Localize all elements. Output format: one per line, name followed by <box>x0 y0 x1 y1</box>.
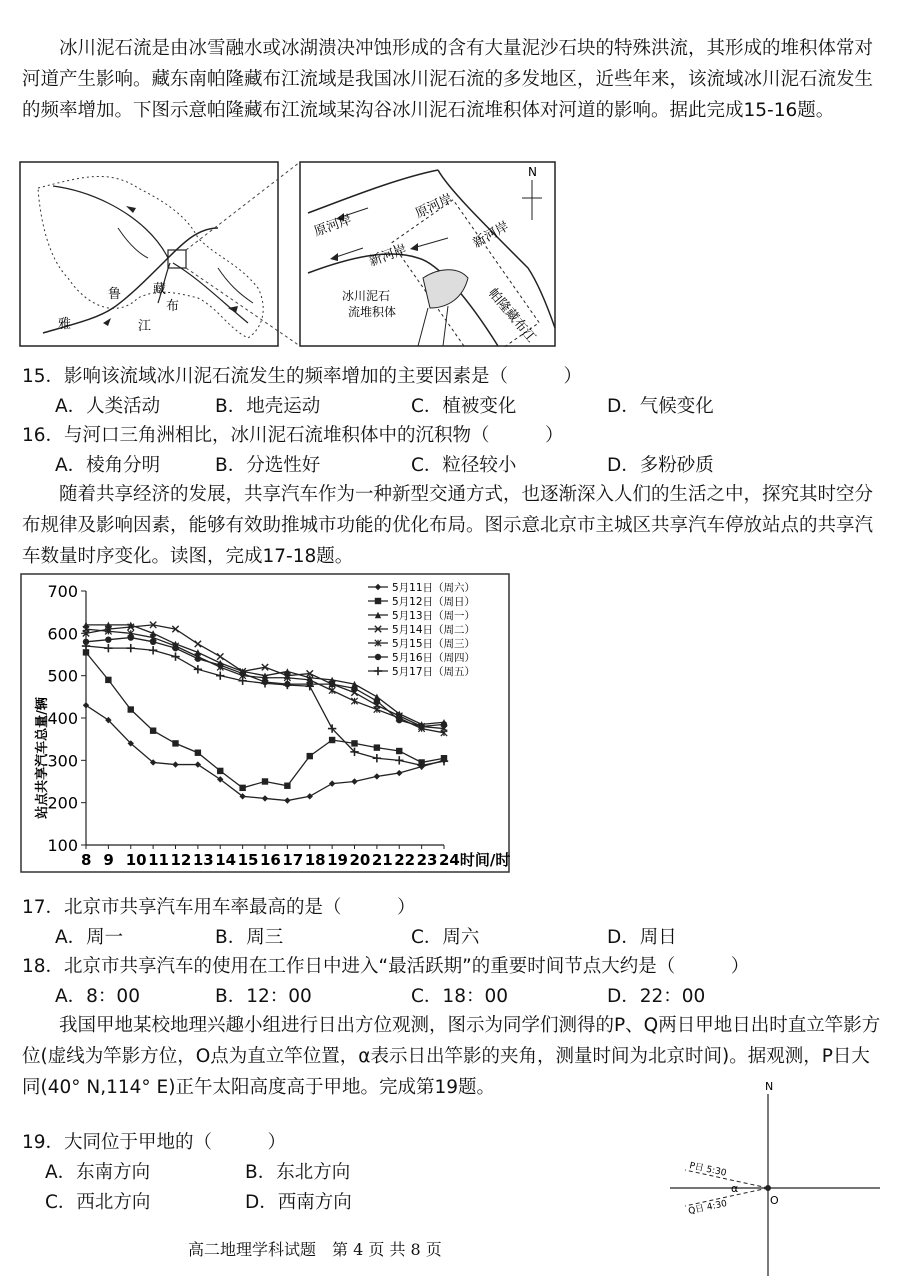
debris-deposit <box>423 270 468 308</box>
x-tick-label: 17 <box>282 851 304 869</box>
data-point <box>239 785 245 791</box>
map-label-zang: 藏 <box>153 282 167 297</box>
chart-y-label: 站点共享汽车总量/辆 <box>35 697 50 819</box>
tributary-1 <box>53 186 168 258</box>
x-tick-label: 12 <box>170 851 192 869</box>
data-point <box>262 778 268 784</box>
x-tick-label: 23 <box>416 851 438 869</box>
river-map-figure <box>18 158 558 348</box>
y-tick-label: 500 <box>47 666 78 686</box>
flow-arrow <box>330 253 338 261</box>
data-point <box>105 677 111 683</box>
data-point <box>329 681 335 687</box>
data-point <box>150 639 156 645</box>
gully-channel <box>418 306 448 346</box>
q16-option-d[interactable]: D．多粉砂质 <box>607 455 714 476</box>
x-tick-label: 21 <box>371 851 393 869</box>
data-point <box>284 783 290 789</box>
map-label-jiang: 江 <box>138 319 152 334</box>
x-tick-label: 16 <box>260 851 281 869</box>
x-tick-label: 10 <box>125 851 147 869</box>
map-north-label: N <box>528 165 537 179</box>
flow-arrow <box>410 243 418 251</box>
q15-stem: 15．影响该流域冰川泥石流发生的频率增加的主要因素是（ ） <box>22 366 583 387</box>
passage-2 <box>22 479 882 572</box>
map-label-lu: 鲁 <box>108 287 122 302</box>
basin-boundary <box>38 176 263 338</box>
q18-option-a[interactable]: A．8：00 <box>55 986 140 1007</box>
y-tick-label: 200 <box>47 793 78 813</box>
y-tick-label: 700 <box>47 582 78 601</box>
label-old-bank-left: 原河岸 <box>312 212 355 240</box>
data-point <box>375 654 381 660</box>
x-tick-label: 15 <box>237 851 259 869</box>
flow-arrow <box>126 206 136 213</box>
data-point <box>150 728 156 734</box>
data-point <box>217 768 223 774</box>
compass-o-label: O <box>770 1194 779 1207</box>
label-new-bank-left: 新河岸 <box>367 242 410 270</box>
x-tick-label: 13 <box>192 851 214 869</box>
data-point <box>239 670 245 676</box>
x-tick-label: 22 <box>394 851 416 869</box>
data-point <box>128 706 134 712</box>
data-point <box>128 634 134 640</box>
q16-option-c[interactable]: C．粒径较小 <box>411 455 517 476</box>
legend-label: 5月16日（周四） <box>392 652 476 664</box>
y-tick-label: 400 <box>47 709 78 728</box>
q15-option-a[interactable]: A．人类活动 <box>55 396 161 417</box>
data-point <box>172 740 178 746</box>
compass-alpha-label: α <box>731 1182 739 1195</box>
passage-2-text: 随着共享经济的发展，共享汽车作为一种新型交通方式，也逐渐深入人们的生活之中，探究其时空分布规律及影响因素，能够有效助推城市功能的优化布局。图示意北京市主城区共享汽车停放站点的共享汽车数量时序变化。读图，完成17-18题。 <box>22 484 874 567</box>
flow-arrow <box>103 318 111 326</box>
label-old-bank-top: 原河岸 <box>413 191 456 222</box>
q16-option-a[interactable]: A．棱角分明 <box>55 455 161 476</box>
q15-option-b[interactable]: B．地壳运动 <box>215 396 321 417</box>
map-label-bu: 布 <box>166 299 180 314</box>
y-tick-label: 300 <box>47 751 78 771</box>
tributary-5 <box>218 268 253 303</box>
label-deposit-line1: 冰川泥石 <box>342 289 391 303</box>
inset-connector <box>186 162 300 250</box>
q17-stem: 17．北京市共享汽车用车率最高的是（ ） <box>22 897 416 918</box>
data-point <box>351 685 357 691</box>
data-point <box>217 662 223 668</box>
river-bank-south <box>308 254 498 346</box>
legend-label: 5月14日（周二） <box>392 624 476 636</box>
q17-option-a[interactable]: A．周一 <box>55 927 124 948</box>
legend-label: 5月17日（周五） <box>392 666 476 678</box>
x-tick-label: 24时间/时 <box>439 851 510 869</box>
y-tick-label: 600 <box>47 624 78 644</box>
data-point <box>105 636 111 642</box>
q15-option-c[interactable]: C．植被变化 <box>411 396 517 417</box>
inset-connector <box>186 268 300 346</box>
y-tick-label: 100 <box>47 836 78 855</box>
map-label-ya: 雅 <box>58 317 72 332</box>
q-day-label: Q日 4:30 <box>687 1199 728 1217</box>
q19-option-a[interactable]: A．东南方向 <box>45 1162 151 1183</box>
data-point <box>374 744 380 750</box>
data-point <box>172 645 178 651</box>
data-point <box>307 753 313 759</box>
x-tick-label: 11 <box>148 851 169 869</box>
data-point <box>396 748 402 754</box>
data-point <box>375 598 381 604</box>
x-tick-label: 19 <box>327 851 348 869</box>
data-point <box>418 723 424 729</box>
data-point <box>351 740 357 746</box>
compass-n-label: N <box>765 1080 774 1093</box>
data-point <box>396 717 402 723</box>
legend-label: 5月11日（周六） <box>392 582 476 594</box>
shadow-direction-diagram <box>665 1078 885 1278</box>
p-day-label: P日 5:30 <box>688 1161 728 1179</box>
passage-1 <box>22 33 882 126</box>
x-tick-label: 9 <box>103 851 114 869</box>
q15-option-d[interactable]: D．气候变化 <box>607 396 714 417</box>
q19-option-c[interactable]: C．西北方向 <box>45 1192 151 1213</box>
label-deposit-line2: 流堆积体 <box>348 305 397 319</box>
passage-1-text: 冰川泥石流是由冰雪融水或冰湖溃决冲蚀形成的含有大量泥沙石块的特殊洪流，其形成的堆积体常对河道产生影响。藏东南帕隆藏布江流域是我国冰川泥石流的多发地区，近些年来，该流域冰川泥石流发生的频率增加。下图示意帕隆藏布江流域某沟谷冰川泥石流堆积体对河道的影响。据此完成15-16题。 <box>22 38 874 121</box>
tributary-2 <box>173 263 248 323</box>
data-point <box>441 721 447 727</box>
label-river-name: 帕隆藏布江 <box>484 285 539 346</box>
data-point <box>195 750 201 756</box>
page-footer: 高二地理学科试题 第 4 页 共 8 页 <box>188 1240 442 1259</box>
x-tick-label: 14 <box>215 851 237 869</box>
passage-3-text: 我国甲地某校地理兴趣小组进行日出方位观测，图示为同学们测得的P、Q两日甲地日出时直立竿影方位(虚线为竿影方位，O点为直立竿位置，α表示日出竿影的夹角，测量时间为北京时间)。据观测，P日大同(40° N,114° E)正午太阳高度高于甲地。完成第19题。 <box>22 1015 881 1098</box>
q19-option-b[interactable]: B．东北方向 <box>245 1162 351 1183</box>
q18-option-d[interactable]: D．22：00 <box>607 986 706 1007</box>
legend-label: 5月13日（周一） <box>392 610 476 622</box>
q19-option-d[interactable]: D．西南方向 <box>245 1192 352 1213</box>
pole-point-o <box>765 1185 771 1191</box>
x-tick-label: 8 <box>81 851 92 869</box>
q17-option-b[interactable]: B．周三 <box>215 927 284 948</box>
x-tick-label: 18 <box>304 851 326 869</box>
data-point <box>329 737 335 743</box>
q19-stem: 19．大同位于甲地的（ ） <box>22 1132 287 1153</box>
q16-stem: 16．与河口三角洲相比，冰川泥石流堆积体中的沉积物（ ） <box>22 425 564 446</box>
data-point <box>374 698 380 704</box>
data-point <box>195 656 201 662</box>
q17-option-d[interactable]: D．周日 <box>607 927 677 948</box>
flow-arrow <box>413 238 448 248</box>
q17-option-c[interactable]: C．周六 <box>411 927 480 948</box>
legend-label: 5月15日（周三） <box>392 638 476 650</box>
shared-car-line-chart <box>20 573 510 873</box>
q16-option-b[interactable]: B．分选性好 <box>215 455 321 476</box>
label-new-bank-top: 新河岸 <box>470 218 512 252</box>
q18-stem: 18．北京市共享汽车的使用在工作日中进入“最活跃期”的重要时间节点大约是（ ） <box>22 956 750 977</box>
q18-option-b[interactable]: B．12：00 <box>215 986 312 1007</box>
tributary-4 <box>118 228 148 258</box>
x-tick-label: 20 <box>349 851 371 869</box>
q18-option-c[interactable]: C．18：00 <box>411 986 508 1007</box>
legend-label: 5月12日（周日） <box>392 596 476 608</box>
